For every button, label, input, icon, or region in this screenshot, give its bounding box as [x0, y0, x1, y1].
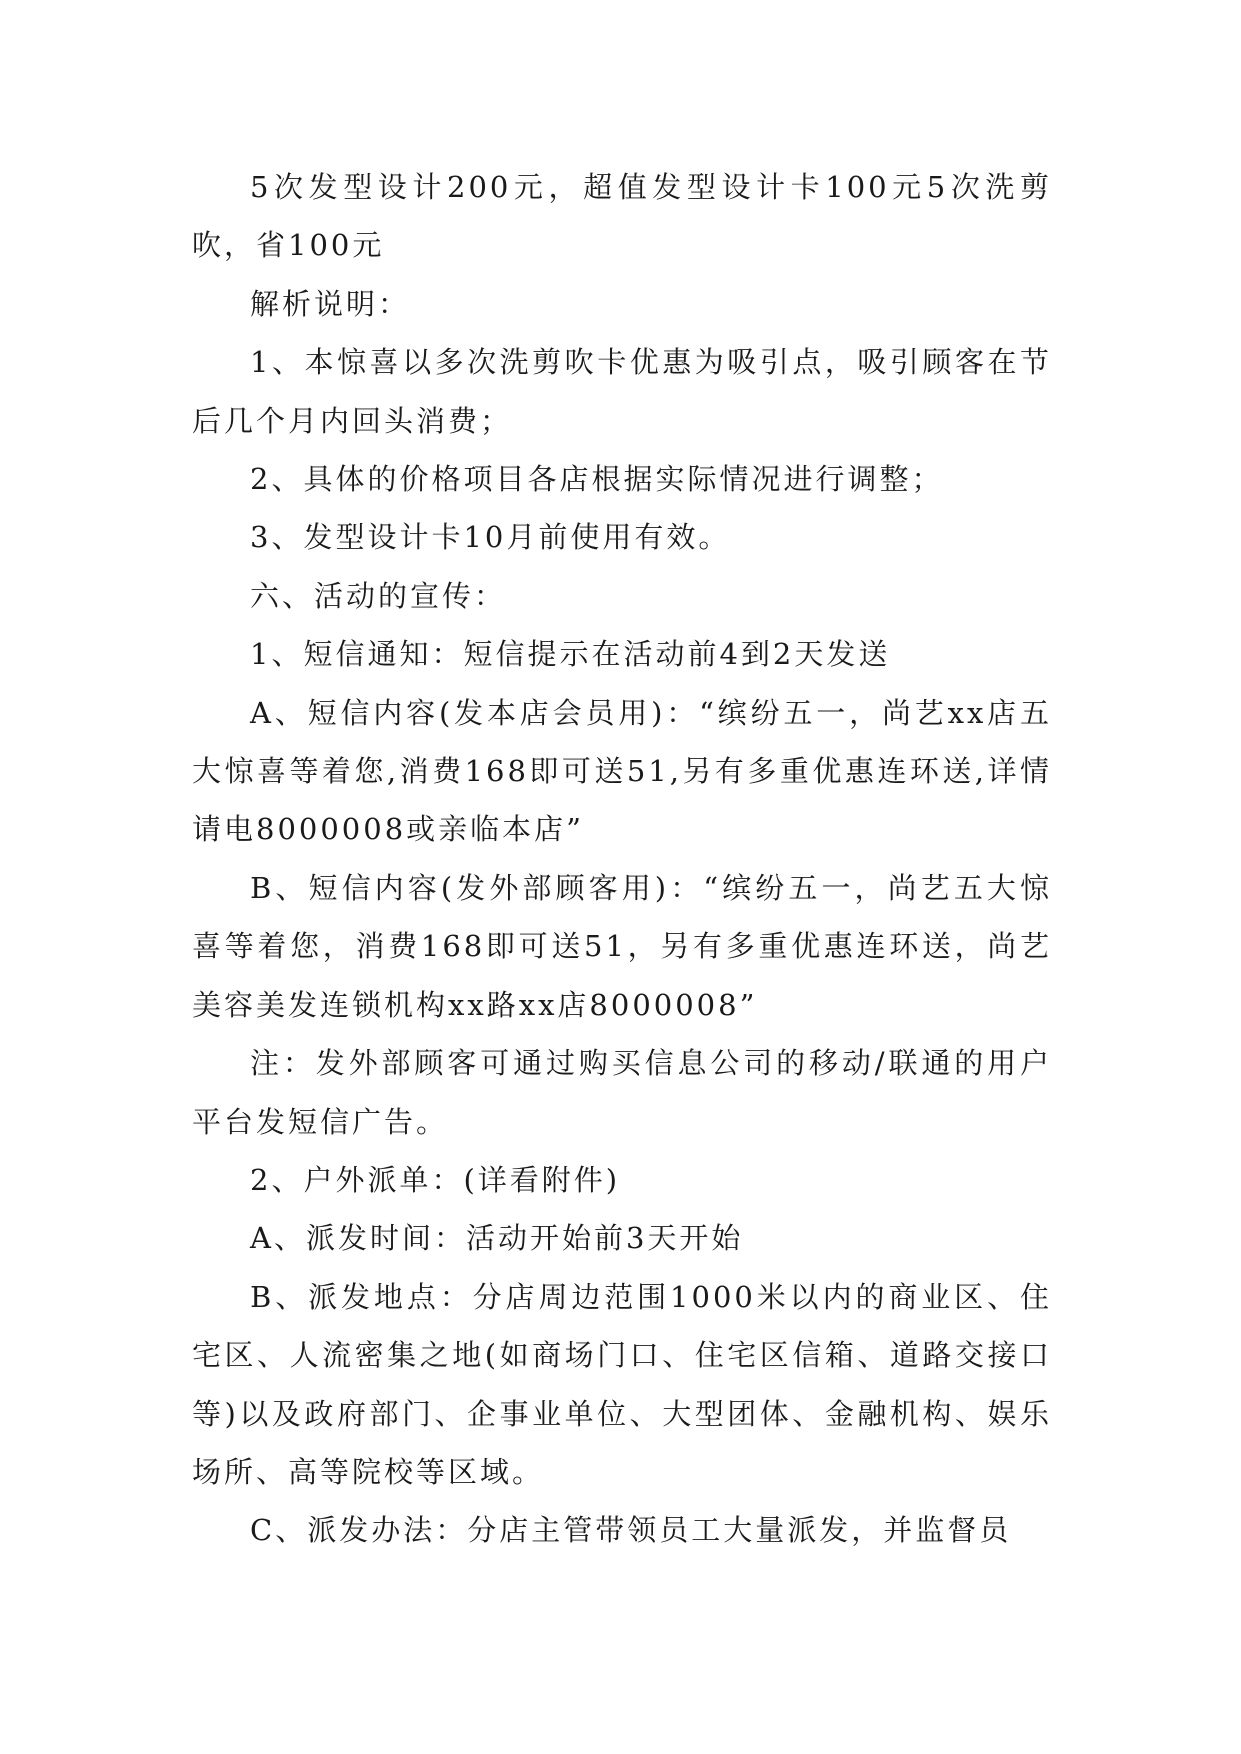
- paragraph-sms-external: B、短信内容(发外部顾客用)：“缤纷五一，尚艺五大惊喜等着您，消费168即可送51，另有多重优惠连环送，尚艺美容美发连锁机构xx路xx店8000008”: [192, 870, 1053, 1022]
- paragraph-flyer-time: A、派发时间：活动开始前3天开始: [250, 1221, 744, 1256]
- paragraph-sms-member: A、短信内容(发本店会员用)：“缤纷五一，尚艺xx店五大惊喜等着您,消费168即可送51,另有多重优惠连环送,详情请电8000008或亲临本店”: [192, 695, 1052, 847]
- section-heading-promotion: 六、活动的宣传：: [250, 578, 507, 613]
- paragraph-flyer-heading: 2、户外派单：(详看附件): [250, 1162, 621, 1197]
- paragraph-flyer-method: C、派发办法：分店主管带领员工大量派发，并监督员: [250, 1513, 1012, 1548]
- paragraph-analysis-heading: 解析说明：: [250, 286, 411, 321]
- paragraph-analysis-3: 3、发型设计卡10月前使用有效。: [250, 520, 731, 555]
- paragraph-analysis-2: 2、具体的价格项目各店根据实际情况进行调整；: [250, 462, 944, 497]
- paragraph-flyer-location: B、派发地点：分店周边范围1000米以内的商业区、住宅区、人流密集之地(如商场门口、住宅区信箱、道路交接口等)以及政府部门、企事业单位、大型团体、金融机构、娱乐场所、高等院校等区域。: [192, 1279, 1052, 1489]
- paragraph-sms-notice: 1、短信通知：短信提示在活动前4到2天发送: [250, 637, 891, 672]
- document-body: [192, 158, 1052, 1560]
- paragraph-analysis-1: 1、本惊喜以多次洗剪吹卡优惠为吸引点，吸引顾客在节后几个月内回头消费；: [192, 345, 1052, 438]
- paragraph-design-card-offer: 5次发型设计200元，超值发型设计卡100元5次洗剪吹，省100元: [192, 170, 1052, 263]
- paragraph-sms-note: 注：发外部顾客可通过购买信息公司的移动/联通的用户平台发短信广告。: [192, 1046, 1052, 1139]
